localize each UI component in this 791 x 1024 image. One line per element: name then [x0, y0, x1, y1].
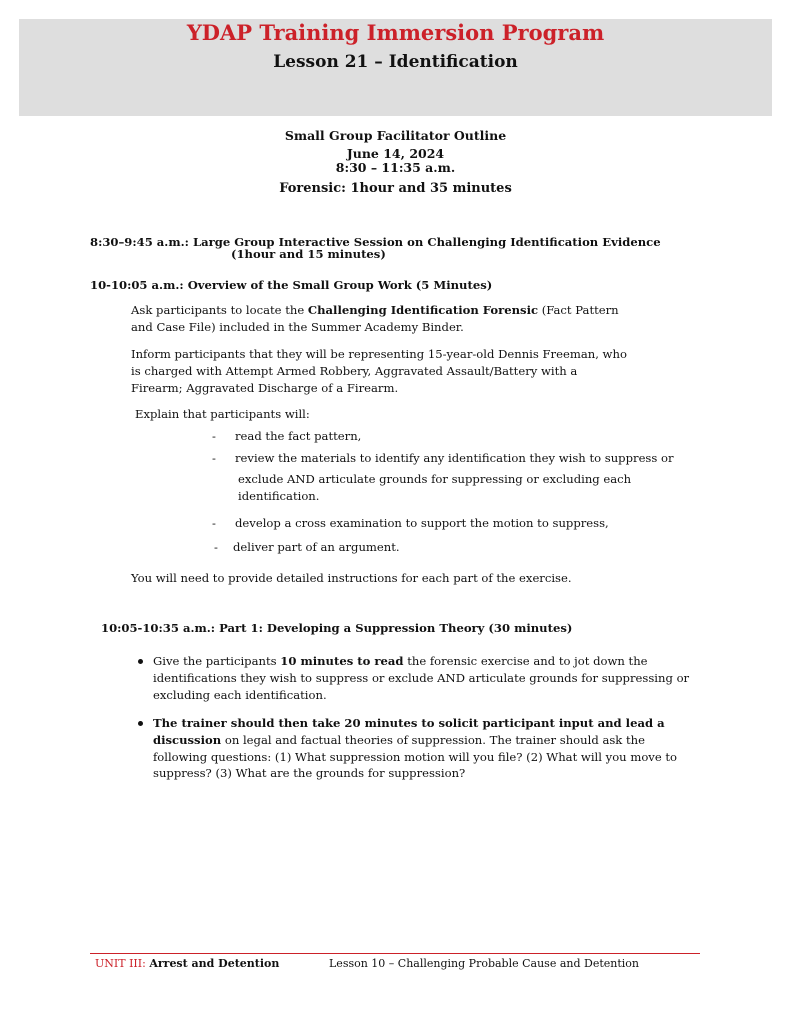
list-item-cross: develop a cross examination to support the motion to suppress, [235, 516, 609, 530]
bullet-dot-1 [138, 659, 143, 664]
program-title: YDAP Training Immersion Program [186, 20, 605, 45]
footer-lesson: Lesson 10 – Challenging Probable Cause and Detention [329, 957, 639, 970]
footer-rule [90, 953, 700, 954]
footer-unit [95, 956, 279, 972]
dash-4: - [214, 540, 218, 554]
list-item-review [235, 450, 715, 467]
outline-time: 8:30 – 11:35 a.m. [335, 160, 456, 175]
p1-bold: Challenging Identification Forensic [307, 303, 539, 317]
lesson-title: Lesson 21 – Identification [273, 52, 518, 72]
large-group-duration: (1hour and 15 minutes) [231, 247, 386, 261]
large-group-heading: 8:30–9:45 a.m.: Large Group Interactive Session on Challenging Identification Evidence [90, 235, 661, 249]
p1-pre: Ask participants to locate the [131, 303, 308, 317]
dash-2: - [212, 451, 216, 465]
bullet-dot-2 [138, 721, 143, 726]
b1-line2: identifications they wish to suppress or exclude AND articulate grounds for suppressing or [153, 670, 690, 685]
p2-line1: Inform participants that they will be representing 15-year-old Dennis Freeman, who [131, 347, 627, 361]
p1-post: (Fact Pattern [538, 303, 619, 317]
item2-line1: review the materials to identify any identification they wish to suppress or [235, 451, 674, 465]
dash-1: - [212, 429, 216, 443]
outline-forensic: Forensic: 1hour and 35 minutes [279, 181, 512, 196]
b2-line4: suppress? (3) What are the grounds for suppression? [153, 766, 466, 781]
overview-paragraph-1 [131, 302, 731, 336]
list-item-review-cont [238, 471, 718, 505]
b2-line1: The trainer should then take 20 minutes to solicit participant input and lead a [153, 716, 665, 730]
closing-text: You will need to provide detailed instructions for each part of the exercise. [131, 571, 572, 585]
outline-date: June 14, 2024 [346, 146, 445, 161]
p1-line2: and Case File) included in the Summer Academy Binder. [131, 319, 464, 334]
footer-unit-label: UNIT III: [95, 957, 150, 970]
item2-line3: identification. [238, 488, 320, 503]
overview-heading: 10-10:05 a.m.: Overview of the Small Group Work (5 Minutes) [90, 278, 493, 292]
b1-bold: 10 minutes to read [280, 654, 404, 668]
list-item-argument: deliver part of an argument. [233, 540, 400, 554]
dash-3: - [212, 516, 216, 530]
b2-bold2: discussion [153, 732, 222, 747]
part1-heading: 10:05-10:35 a.m.: Part 1: Developing a Suppression Theory (30 minutes) [101, 621, 573, 635]
item2-line2: exclude AND articulate grounds for suppressing or excluding each [238, 472, 632, 486]
footer-unit-title: Arrest and Detention [149, 957, 280, 970]
list-item-read: read the fact pattern, [235, 429, 362, 443]
outline-title: Small Group Facilitator Outline [284, 128, 507, 143]
overview-paragraph-2 [131, 346, 731, 396]
b2-post2: on legal and factual theories of suppression. The trainer should ask the [221, 732, 646, 747]
b1-post: the forensic exercise and to jot down the [403, 654, 648, 668]
part1-bullet-1 [153, 653, 743, 703]
p2-line3: Firearm; Aggravated Discharge of a Firearm. [131, 380, 399, 395]
p2-line2: is charged with Attempt Armed Robbery, Aggravated Assault/Battery with a [131, 363, 578, 378]
b2-line3: following questions: (1) What suppression motion will you file? (2) What will you move to [153, 749, 678, 764]
explain-text: Explain that participants will: [135, 407, 310, 421]
b1-line3: excluding each identification. [153, 687, 327, 702]
b1-pre: Give the participants [153, 654, 281, 668]
part1-bullet-2 [153, 715, 743, 782]
